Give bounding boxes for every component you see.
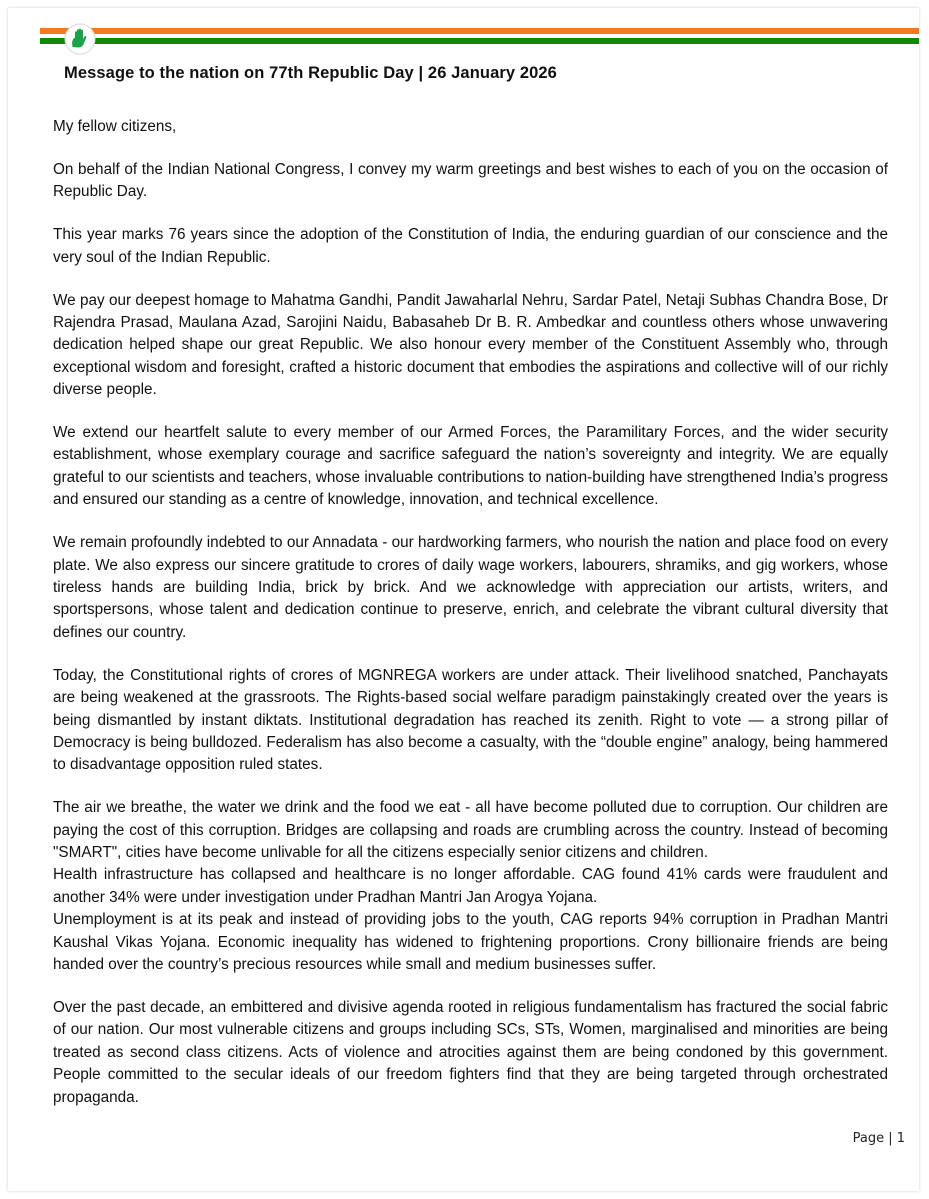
paragraph-farmers: We remain profoundly indebted to our Annadata - our hardworking farmers, who nourish the nation and place food on every plate. We also express our sincere gratitude to crores of daily wage workers, labourers, shramiks, and gig workers, whose tireless hands are building India, brick by brick. And we acknowledge with appreciation our artists, writers, and sportspersons, whose talent and dedication continue to preserve, enrich, and celebrate the vibrant cultural diversity that defines our country. — [53, 534, 888, 641]
green-band — [40, 38, 919, 44]
document-body — [53, 116, 888, 1130]
paragraph-homage: We pay our deepest homage to Mahatma Gandhi, Pandit Jawaharlal Nehru, Sardar Patel, Netaji Subhas Chandra Bose, Dr Rajendra Prasad, Maulana Azad, Sarojini Naidu, Babasaheb Dr B. R. Ambedkar and countless others whose unwavering dedication helped shape our great Republic. We also honour every member of the Constituent Assembly who, through exceptional wisdom and foresight, crafted a historic document that embodies the aspirations and collective will of our richly diverse people. — [53, 291, 888, 399]
page-title: Message to the nation on 77th Republic Day | 26 January 2026 — [64, 64, 557, 82]
paragraph-health: Health infrastructure has collapsed and healthcare is no longer affordable. CAG found 41% cards were fraudulent and another 34% were under investigation under Pradhan Mantri Jan Arogya Yojana. — [53, 866, 888, 906]
paragraph-constitution: This year marks 76 years since the adoption of the Constitution of India, the enduring guardian of our conscience and the very soul of the Indian Republic. — [53, 226, 888, 266]
paragraph-corruption: The air we breathe, the water we drink and the food we eat - all have become polluted due to corruption. Our children are paying the cost of this corruption. Bridges are collapsing and roads are crumbling across the country. Instead of becoming "SMART", cities have become unlivable for all the citizens especially senior citizens and children. — [53, 799, 888, 862]
congress-hand-logo-icon — [64, 23, 96, 55]
paragraph-unemployment: Unemployment is at its peak and instead of providing jobs to the youth, CAG reports 94% corruption in Pradhan Mantri Kaushal Vikas Yojana. Economic inequality has widened to frightening proportions. Crony billionaire friends are being handed over the country’s precious resources while small and medium businesses suffer. — [53, 911, 888, 974]
paragraph-greeting: On behalf of the Indian National Congress, I convey my warm greetings and best wishes to each of you on the occasion of Republic Day. — [53, 160, 888, 201]
page-number: Page | 1 — [852, 1131, 905, 1146]
paragraph-fundamentalism: Over the past decade, an embittered and divisive agenda rooted in religious fundamentalism has fractured the social fabric of our nation. Our most vulnerable citizens and groups including SCs, STs, Women, marginalised and minorities are being treated as second class citizens. Acts of violence and atrocities against them are being condoned by this government. People committed to the secular ideals of our freedom fighters find that they are being targeted through orchestrated propaganda. — [53, 999, 888, 1106]
paragraph-rights: Today, the Constitutional rights of crores of MGNREGA workers are under attack. Their livelihood snatched, Panchayats are being weakened at the grassroots. The Rights-based social welfare paradigm painstakingly created over the years is being dismantled by instant diktats. Institutional degradation has reached its zenith. Right to vote — a strong pillar of Democracy is being bulldozed. Federalism has also become a casualty, with the “double engine” analogy, being hammered to disadvantage opposition ruled states. — [53, 666, 888, 774]
salutation: My fellow citizens, — [53, 118, 177, 135]
paragraph-armed-forces: We extend our heartfelt salute to every member of our Armed Forces, the Paramilitary Forces, and the wider security establishment, whose exemplary courage and sacrifice safeguard the nation’s sovereignty and integrity. We are equally grateful to our scientists and teachers, whose invaluable contributions to nation-building have strengthened India’s progress and ensured our standing as a centre of knowledge, innovation, and technical excellence. — [53, 424, 888, 509]
